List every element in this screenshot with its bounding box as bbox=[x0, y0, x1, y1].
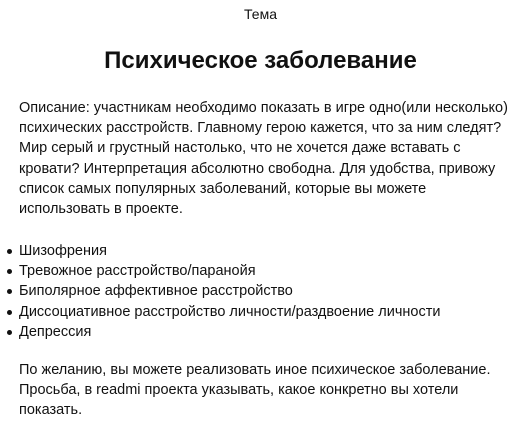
page-title: Психическое заболевание bbox=[104, 47, 417, 74]
list-item: Диссоциативное расстройство личности/раздвоение личности bbox=[19, 302, 521, 322]
list-item: Шизофрения bbox=[19, 241, 521, 261]
list-item: Биполярное аффективное расстройство bbox=[19, 281, 521, 301]
footer-paragraph: По желанию, вы можете реализовать иное психическое заболевание. Просьба, в readmi проекта указывать, какое конкретно вы хотели показать. bbox=[19, 362, 491, 419]
list-item: Депрессия bbox=[19, 322, 521, 342]
description-paragraph: Описание: участникам необходимо показать в игре одно(или несколько) психических расстройств. Главному герою кажется, что за ним следят? Мир серый и грустный настолько, что не хочется даже вставать с кровати? Интерпретация абсолютно свободна. Для удобства, привожу список самых популярных заболеваний, которые вы можете использовать в проекте. bbox=[19, 100, 508, 218]
disease-list bbox=[0, 241, 521, 342]
list-item: Тревожное расстройство/паранойя bbox=[19, 261, 521, 281]
topic-label: Тема bbox=[244, 6, 277, 22]
